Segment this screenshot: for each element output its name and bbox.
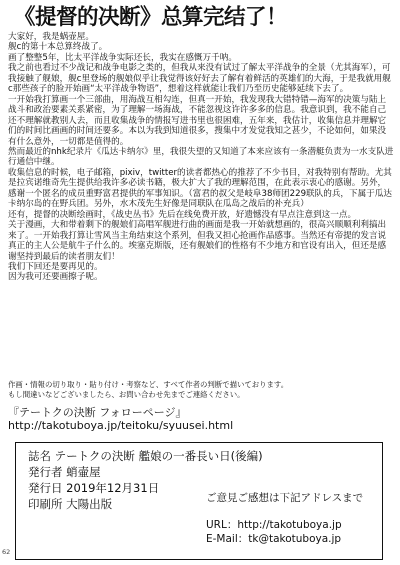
paragraph: 关于漫画，大和带着剩下的舰娘们高唱军舰进行曲的画面是我一开始就想画的，很高兴顺顺利利搞出来了。一开始我打算让雪风当主角结束这个系列，但我又担心抢画作品感事。当然还有帝提的发言说真正的主人公是航牛子什么的。埃塞克斯版，还有舰娘们的性格有不少地方和官设有出入，但还是感谢坚持到最后的读者朋友们！: [8, 220, 387, 262]
colophon-publisher: 発行者 蛸壷屋: [28, 465, 101, 479]
paragraph: 舰c的第十本总算终战了。: [8, 42, 108, 53]
colophon-box: [15, 442, 383, 560]
contact-info: [206, 491, 378, 546]
follow-page-heading: 『テートクの決断 フォローページ』: [8, 406, 187, 419]
page-number: 62: [2, 548, 11, 556]
paragraph: 一开始我打算画一个三部曲，用海战互相勾连，但真一开始，我发现我大错特错—海军的决策与陆上战斗和政治要素关系紧密，为了理解一场海战，不能忽视这许许多多的信息。我意识到，我不能自己还不理解就教别人去，而且收集战争的情报写进书里也很困难，五年来，我估计，收集信息并理解它们的时间比画画的时间还要多。本以为我到知道很多，搜集中才发觉我知之甚少，不论如何，如果没有什么意外，一切都是值得的。: [8, 94, 387, 147]
note-line: 作画・情報の切り取り・貼り付け・考察など、すべて作者の判断で描いております。: [8, 380, 289, 389]
contact-url[interactable]: URL：http://takotuboya.jp: [206, 519, 342, 531]
paragraph: 画了整整5年，比太平洋战争实际还长，我实在感慨万千呐。: [8, 52, 237, 63]
contact-note: ご意見ご感想は下記アドレスまで: [206, 492, 364, 504]
colophon-title: 誌名 テートクの決断 艦娘の一番長い日(後編): [28, 449, 263, 463]
page-title: 《提督的决断》总算完结了！: [14, 5, 288, 30]
afterword-body: [8, 32, 394, 283]
contact-email[interactable]: E-Mail：tk@takotuboya.jp: [206, 533, 342, 545]
author-note: [8, 380, 394, 399]
paragraph: 然而最近的nhk纪录片《瓜达卡纳尔》里，我很失望的又知道了本来应该有一条潜艇负责为一水支队进行通信中继。: [8, 146, 394, 168]
paragraph: 我之前也看过不少战记和战争电影之类的，但我从来没有试过了解太平洋战争的全景（尤其海军），可我接触了舰娘，舰c里登场的舰娘似乎让我觉得该好好去了解有着鲜活的英雄们的大海，于是我就用舰c那些孩子的脸开始画“太平洋战争物语”，想着这样就能让我们乃至历史能够延续下去了。: [8, 63, 391, 95]
colophon-details: [28, 448, 263, 512]
paragraph: 大家好，我是蜗壶屋。: [8, 32, 94, 42]
note-line: もし間違いなどございましたら、お問い合わせ先までご連絡ください。: [8, 389, 245, 399]
paragraph: 还有，提督的决断绘画时，《战史丛书》先后在线免费开放，好遗憾没有早点注意到这一点。: [8, 209, 357, 220]
paragraph: 我们下回还是要再见的。: [8, 261, 103, 272]
paragraph: 因为我可还要画擦子呢。: [8, 272, 103, 283]
colophon-date: 発行日 2019年12月31日: [28, 481, 160, 495]
colophon-printer: 印刷所 大陽出版: [28, 497, 113, 511]
follow-page-info: [8, 406, 394, 432]
follow-page-url[interactable]: http://takotuboya.jp/teitoku/syuusei.html: [8, 419, 234, 432]
paragraph: 收集信息的时候，电子邮箱，pixiv，twitter的读者都热心的推荐了不少书目，对我特别有帮助。尤其是拉宾诺维奇先生提供给我许多必读书籍，极大扩大了我的理解范围，在此表示衷心的感谢。另外，感谢一个匿名的成员重野富君提供的军事知识。（富君的叔父是岐阜38师团229联队的兵，下属于瓜达卡纳尔岛的在野兵团。另外，水木茂先生好像是同联队在瓜岛之战后的补充兵）: [8, 167, 392, 210]
